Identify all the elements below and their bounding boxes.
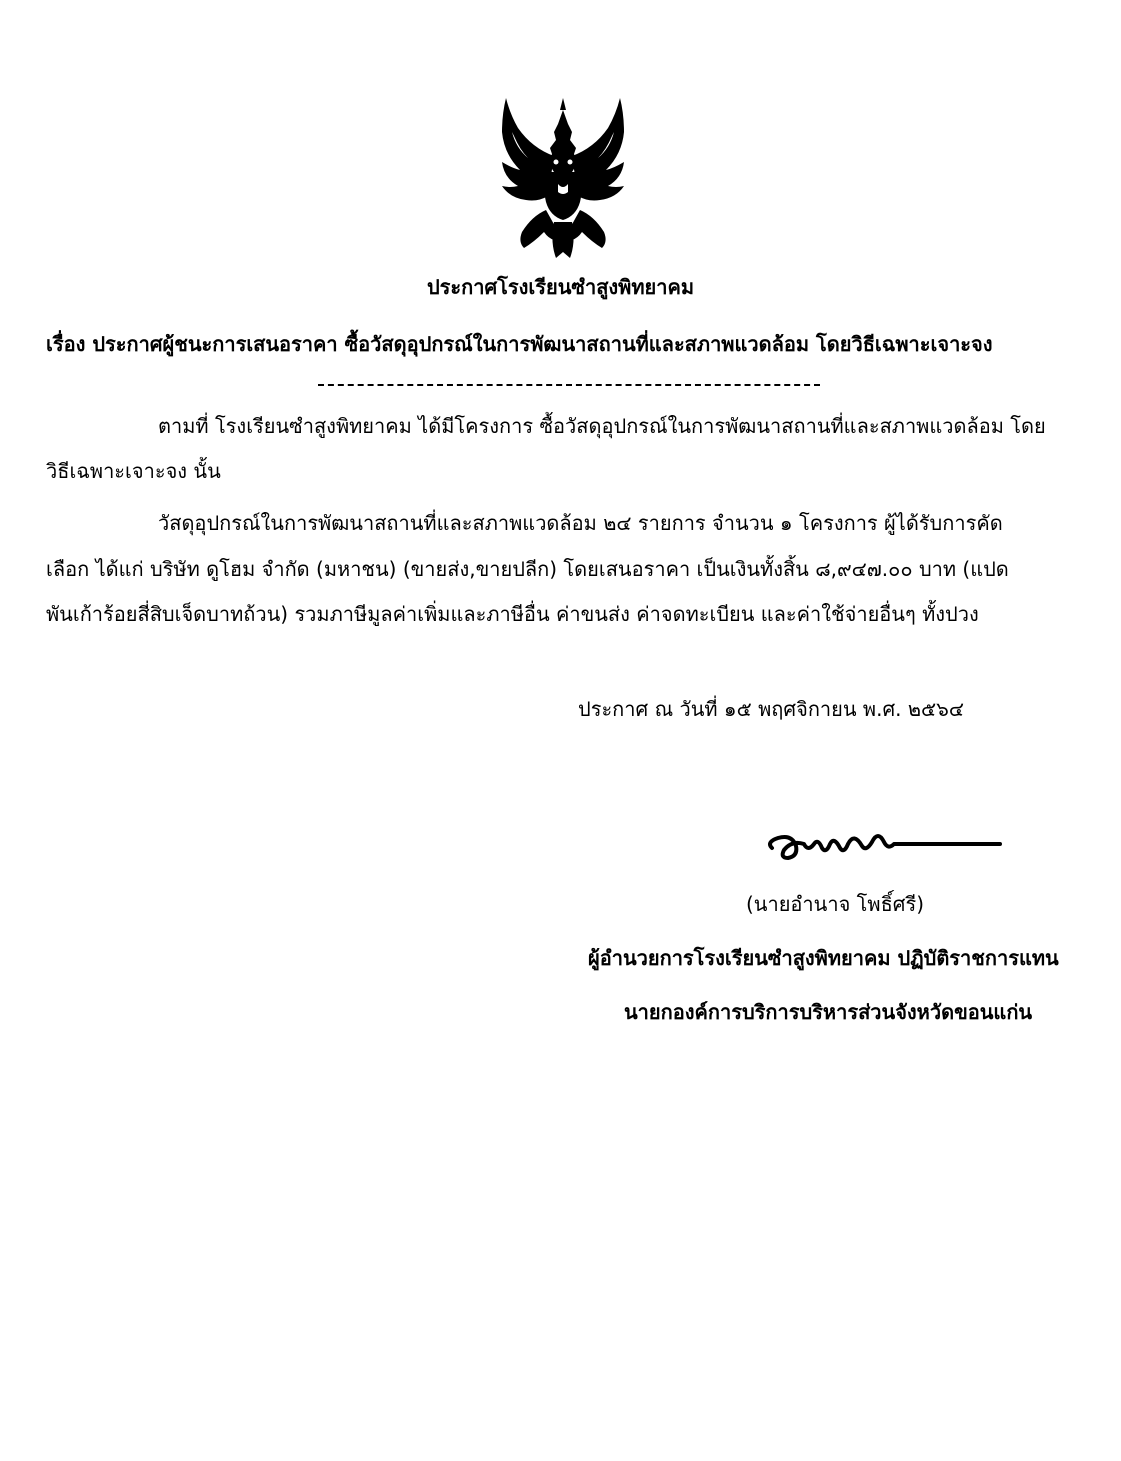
paragraph2-line2: เลือก ได้แก่ บริษัท ดูโฮม จำกัด (มหาชน) (ขายส่ง,ขายปลีก) โดยเสนอราคา เป็นเงินทั้งสิ้น ๘,๙๔๗.๐๐ บาท (แปด bbox=[46, 557, 1009, 581]
announcement-date: ประกาศ ณ วันที่ ๑๕ พฤศจิกายน พ.ศ. ๒๕๖๔ bbox=[578, 697, 965, 721]
paragraph2-line3: พันเก้าร้อยสี่สิบเจ็ดบาทถ้วน) รวมภาษีมูลค่าเพิ่มและภาษีอื่น ค่าขนส่ง ค่าจดทะเบียน และค่าใช้จ่ายอื่นๆ ทั้งปวง bbox=[46, 602, 979, 626]
handwritten-signature bbox=[762, 822, 1002, 868]
signatory-position-line1: ผู้อำนวยการโรงเรียนซำสูงพิทยาคม ปฏิบัติราชการแทน bbox=[588, 946, 1059, 970]
garuda-emblem-icon bbox=[488, 92, 638, 264]
signatory-position-line2: นายกองค์การบริการบริหารส่วนจังหวัดขอนแก่น bbox=[624, 1000, 1033, 1024]
signatory-name: (นายอำนาจ โพธิ์ศรี) bbox=[746, 892, 925, 916]
document-title: ประกาศโรงเรียนซำสูงพิทยาคม bbox=[426, 275, 695, 299]
document-subject: เรื่อง ประกาศผู้ชนะการเสนอราคา ซื้อวัสดุอุปกรณ์ในการพัฒนาสถานที่และสภาพแวดล้อม โดยวิธีเฉพาะเจาะจง bbox=[46, 332, 993, 356]
divider-line bbox=[318, 384, 820, 386]
paragraph1-line1: ตามที่ โรงเรียนซำสูงพิทยาคม ได้มีโครงการ ซื้อวัสดุอุปกรณ์ในการพัฒนาสถานที่และสภาพแวดล้อม โดย bbox=[158, 414, 1046, 438]
paragraph1-line2: วิธีเฉพาะเจาะจง นั้น bbox=[46, 459, 221, 483]
paragraph2-line1: วัสดุอุปกรณ์ในการพัฒนาสถานที่และสภาพแวดล้อม ๒๔ รายการ จำนวน ๑ โครงการ ผู้ได้รับการคัด bbox=[158, 511, 1003, 535]
